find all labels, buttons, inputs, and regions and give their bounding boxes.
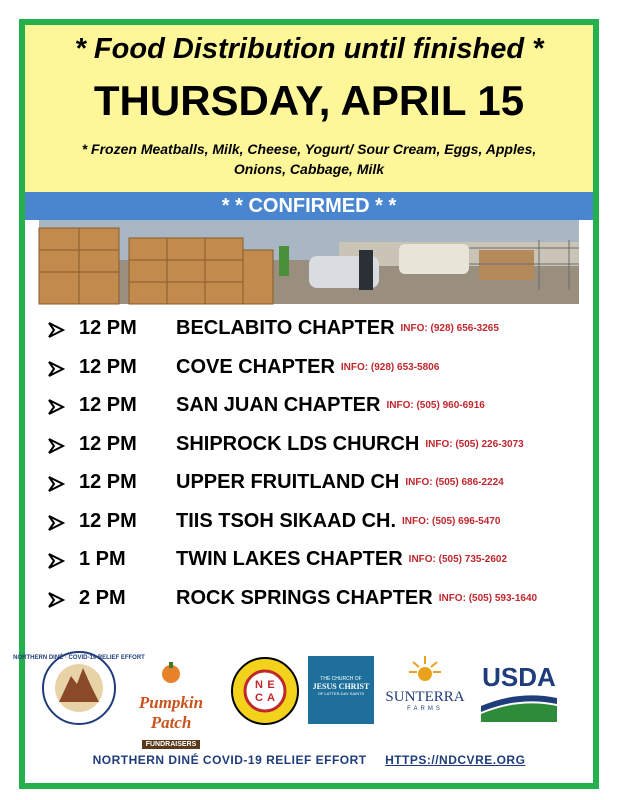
distribution-photo [39, 220, 579, 304]
footer-org-name: NORTHERN DINÉ COVID-19 RELIEF EFFORT [92, 753, 367, 767]
schedule-location [176, 433, 524, 456]
schedule-location [176, 510, 500, 533]
pumpkin-patch-logo [125, 660, 217, 751]
header-panel [25, 25, 593, 192]
confirmed-banner: * * CONFIRMED * * [25, 192, 593, 220]
location-name: SHIPROCK LDS CHURCH [176, 432, 420, 455]
schedule-location [176, 587, 537, 610]
sunterra-logo [383, 654, 467, 712]
location-info-phone: INFO: (505) 696-5470 [402, 515, 501, 527]
schedule-row [47, 392, 587, 431]
food-items-list [45, 139, 573, 179]
schedule-time: 12 PM [79, 509, 137, 532]
schedule-time: 12 PM [79, 471, 137, 493]
lds-line-1: THE CHURCH OF [320, 676, 362, 682]
neca-letter-n: N [255, 679, 263, 691]
location-name: TWIN LAKES CHAPTER [176, 548, 403, 570]
location-info-phone: INFO: (505) 593-1640 [438, 592, 538, 604]
arrow-bullet-icon [47, 514, 65, 532]
location-info-phone: INFO: (928) 653-5806 [340, 361, 440, 373]
schedule-row [47, 585, 587, 624]
location-info-phone: INFO: (505) 226-3073 [425, 438, 524, 450]
schedule-list [47, 315, 587, 623]
footer-website-link[interactable]: HTTPS://NDCVRE.ORG [385, 753, 526, 767]
neca-letter-c: C [255, 692, 263, 704]
location-name: ROCK SPRINGS CHAPTER [176, 586, 433, 609]
lds-church-logo [308, 656, 374, 724]
schedule-time: 2 PM [79, 586, 126, 609]
schedule-time: 1 PM [79, 548, 126, 570]
schedule-location [176, 317, 499, 340]
schedule-location [176, 471, 504, 494]
schedule-row [47, 469, 587, 508]
usda-logo [477, 660, 561, 727]
arrow-bullet-icon [47, 437, 65, 455]
location-name: TIIS TSOH SIKAAD CH. [176, 509, 397, 532]
sunterra-name: SUNTERRA [385, 689, 465, 705]
food-items-line-2: Onions, Cabbage, Milk [233, 161, 385, 177]
ndcvre-ring-text: NORTHERN DINÉ · COVID-19 RELIEF EFFORT [13, 655, 145, 661]
arrow-bullet-icon [47, 591, 65, 609]
location-info-phone: INFO: (505) 735-2602 [408, 554, 508, 566]
location-info-phone: INFO: (505) 960-6916 [386, 400, 485, 412]
event-date: THURSDAY, APRIL 15 [93, 77, 525, 124]
location-name: BECLABITO CHAPTER [176, 317, 395, 339]
arrow-bullet-icon [47, 475, 65, 493]
lds-line-3: OF LATTER-DAY SAINTS [317, 691, 365, 696]
schedule-time: 12 PM [79, 355, 137, 378]
neca-letter-a: A [267, 692, 275, 704]
pumpkin-patch-sub: FUNDRAISERS [142, 740, 201, 749]
schedule-row [47, 354, 587, 393]
schedule-row [47, 508, 587, 547]
location-name: UPPER FRUITLAND CH [176, 471, 400, 493]
schedule-time: 12 PM [79, 394, 137, 416]
footer [25, 751, 593, 769]
sponsor-logos [13, 650, 593, 748]
distribution-headline: * Food Distribution until finished * [74, 33, 544, 65]
lds-line-2: JESUS CHRIST [312, 682, 370, 691]
pumpkin-patch-name: Pumpkin Patch [138, 693, 204, 732]
flyer-frame [13, 19, 599, 789]
schedule-time: 12 PM [79, 432, 137, 455]
schedule-location [176, 356, 439, 379]
schedule-location [176, 394, 485, 417]
schedule-row [47, 546, 587, 585]
arrow-bullet-icon [47, 321, 65, 339]
location-info-phone: INFO: (505) 686-2224 [405, 477, 504, 489]
arrow-bullet-icon [47, 398, 65, 416]
location-name: SAN JUAN CHAPTER [176, 394, 381, 416]
ndcvre-logo [13, 650, 145, 731]
schedule-time: 12 PM [79, 317, 137, 339]
arrow-bullet-icon [47, 360, 65, 378]
schedule-row [47, 431, 587, 470]
location-info-phone: INFO: (928) 656-3265 [400, 323, 499, 335]
schedule-row [47, 315, 587, 354]
neca-logo [230, 656, 300, 731]
usda-text: USDA [482, 662, 556, 692]
food-items-line-1: * Frozen Meatballs, Milk, Cheese, Yogurt/ Sour Cream, Eggs, Apples, [81, 141, 537, 157]
sunterra-sub: FARMS [407, 706, 443, 712]
location-name: COVE CHAPTER [176, 355, 335, 378]
arrow-bullet-icon [47, 552, 65, 570]
neca-letter-e: E [267, 679, 275, 691]
schedule-location [176, 548, 507, 571]
